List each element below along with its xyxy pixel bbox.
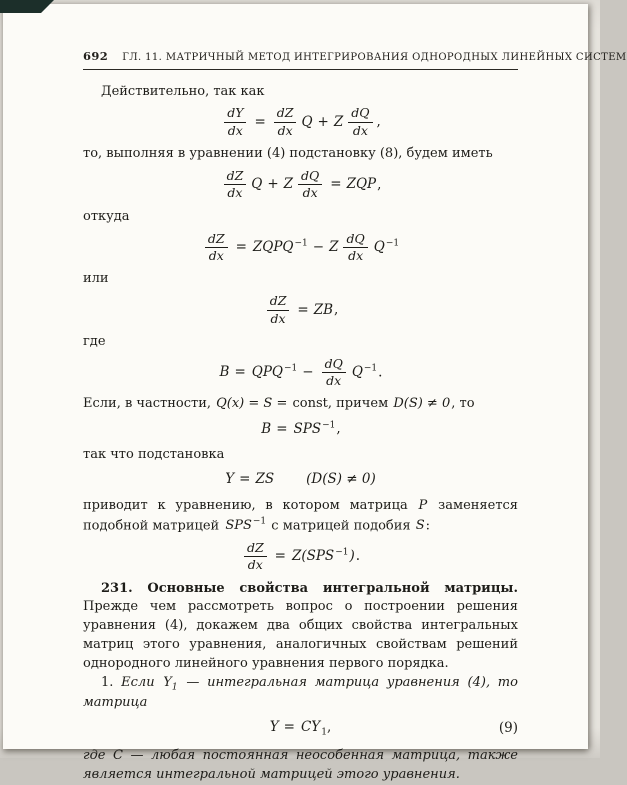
inline-math: S xyxy=(415,517,425,533)
inline-math-term xyxy=(224,518,266,533)
fraction xyxy=(321,357,347,389)
fraction-denominator: dx xyxy=(277,122,293,138)
math-symbol: B xyxy=(219,364,230,381)
fraction xyxy=(297,169,323,201)
formula-4 xyxy=(83,294,518,326)
math-term xyxy=(252,239,308,255)
math-symbol: Z(SPS xyxy=(291,548,335,565)
math-operator: = xyxy=(330,176,342,193)
theorem-paragraph-continued: где C — любая постоянная неособенная матрица, также является интегральной матрицей этого уравнения. xyxy=(83,747,518,782)
section-title: 231. Основные свойства интегральной матрицы. xyxy=(101,580,518,596)
fraction-numerator: dY xyxy=(224,106,246,122)
math-term xyxy=(251,364,298,380)
fraction-denominator: dx xyxy=(352,122,368,138)
math-punctuation: . xyxy=(355,548,361,565)
fraction-denominator: dx xyxy=(348,247,364,263)
math-symbol: Z xyxy=(333,113,344,130)
math-symbol: Y xyxy=(269,719,279,736)
math-condition: (D(S) ≠ 0) xyxy=(306,471,376,488)
formula-8 xyxy=(83,541,518,573)
math-superscript: −1 xyxy=(363,363,378,374)
fraction-denominator: dx xyxy=(247,557,263,573)
math-superscript: −1 xyxy=(322,420,336,431)
math-operator: = xyxy=(283,719,295,736)
math-symbol: Y xyxy=(225,471,235,488)
formula-6 xyxy=(83,419,518,439)
inline-math: Q(x) = S = xyxy=(216,396,292,412)
math-symbol: ) xyxy=(349,548,355,565)
fraction-numerator: dQ xyxy=(348,106,372,122)
math-operator: = xyxy=(254,113,266,130)
inline-math: SPS xyxy=(225,517,252,533)
paragraph xyxy=(83,497,518,536)
text-run: : xyxy=(425,517,431,533)
math-operator: = xyxy=(235,238,247,255)
inline-math-term xyxy=(163,674,178,693)
math-operator: = xyxy=(297,301,309,318)
formula-2 xyxy=(83,169,518,201)
section-paragraph xyxy=(83,580,518,674)
fraction-denominator: dx xyxy=(270,310,286,326)
fraction-numerator: dQ xyxy=(298,169,322,185)
fraction-numerator: dZ xyxy=(224,169,247,185)
paragraph: или xyxy=(83,271,109,287)
math-symbol: ZQP xyxy=(346,176,377,193)
fraction-numerator: dZ xyxy=(274,106,297,122)
fraction-numerator: dQ xyxy=(343,232,367,248)
paragraph xyxy=(83,395,518,414)
math-term xyxy=(373,239,399,255)
fraction-denominator: dx xyxy=(302,185,318,201)
math-punctuation: , xyxy=(334,301,339,318)
math-symbol: Z xyxy=(329,238,339,255)
math-subscript: 1 xyxy=(321,727,327,738)
math-operator: + xyxy=(317,113,329,130)
fraction-numerator: dZ xyxy=(205,232,228,248)
fraction-denominator: dx xyxy=(227,122,243,138)
text-run: Если xyxy=(121,674,163,690)
fraction xyxy=(342,232,368,264)
math-punctuation: , xyxy=(377,176,382,193)
math-symbol: Z xyxy=(283,176,294,193)
math-operator: = xyxy=(276,420,288,437)
text-run: , то xyxy=(451,396,475,412)
math-operator: = xyxy=(239,471,251,488)
fraction-denominator: dx xyxy=(326,373,342,389)
math-operator: − xyxy=(312,238,325,255)
fraction xyxy=(347,106,373,138)
paragraph-intro: Действительно, так как xyxy=(101,83,265,99)
math-superscript: −1 xyxy=(252,516,267,527)
math-punctuation: . xyxy=(378,364,383,381)
fraction xyxy=(273,106,298,138)
math-symbol: CY xyxy=(300,719,321,736)
math-symbol: Q xyxy=(351,364,363,381)
paragraph: где xyxy=(83,333,106,349)
math-term xyxy=(351,364,377,380)
item-number: 1. xyxy=(101,674,122,690)
inline-math: Y xyxy=(163,674,172,690)
formula-5 xyxy=(83,357,518,389)
text-run: Прежде чем рассмотреть вопрос о построении решения уравнения (4), докажем два общих свойства интегральных матриц этого уравнения, аналогичных свойствам решений однородного линейного уравнения первого порядка. xyxy=(83,599,518,671)
fraction xyxy=(266,294,291,326)
fraction xyxy=(223,106,247,138)
fraction-denominator: dx xyxy=(208,247,224,263)
math-superscript: −1 xyxy=(283,363,298,374)
math-symbol: ZQPQ xyxy=(252,238,294,255)
math-operator: + xyxy=(267,176,279,193)
math-symbol: ZS xyxy=(255,471,275,488)
fraction-numerator: dQ xyxy=(322,357,346,373)
fraction xyxy=(243,541,268,573)
math-punctuation: , xyxy=(336,420,341,437)
theorem-paragraph xyxy=(83,674,518,713)
equation-number: (9) xyxy=(498,720,518,737)
fraction-numerator: dZ xyxy=(244,541,267,557)
formula-3 xyxy=(83,232,518,264)
header-rule xyxy=(83,69,518,70)
math-punctuation: , xyxy=(326,719,332,736)
text-run: заменяется подобной матрицей xyxy=(83,497,518,533)
math-punctuation: , xyxy=(376,113,381,130)
text-run: Если, в частности, xyxy=(83,396,216,412)
math-superscript: −1 xyxy=(335,547,349,558)
math-symbol: ZB xyxy=(313,301,333,318)
inline-math: P xyxy=(418,497,428,513)
math-term xyxy=(300,719,332,738)
math-symbol: QPQ xyxy=(251,364,283,381)
running-header xyxy=(83,48,627,66)
text-run: — интегральная матрица уравнения (4), то матрица xyxy=(83,674,518,711)
fraction xyxy=(223,169,248,201)
fraction xyxy=(204,232,229,264)
math-symbol: Q xyxy=(251,176,263,193)
formula-1 xyxy=(83,106,518,138)
text-run: с матрицей подобия xyxy=(267,517,415,533)
math-symbol: Q xyxy=(301,113,313,130)
text-run: const xyxy=(292,396,328,412)
text-run: приводит к уравнению, в котором матрица xyxy=(83,497,418,513)
inline-math: D(S) ≠ 0 xyxy=(393,396,451,412)
paragraph: откуда xyxy=(83,208,130,224)
paragraph: так что подстановка xyxy=(83,447,225,463)
math-superscript: −1 xyxy=(294,238,308,249)
formula-7 xyxy=(83,470,518,490)
book-page xyxy=(3,4,627,782)
math-symbol: Q xyxy=(373,238,385,255)
page-number: 692 xyxy=(83,49,109,63)
math-symbol: SPS xyxy=(293,420,322,437)
chapter-title: ГЛ. 11. МАТРИЧНЫЙ МЕТОД ИНТЕГРИРОВАНИЯ ОДНОРОДНЫХ ЛИНЕЙНЫХ СИСТЕМ xyxy=(122,52,627,63)
paragraph: то, выполняя в уравнении (4) подстановку (8), будем иметь xyxy=(83,146,493,162)
math-operator: − xyxy=(302,364,314,381)
math-term xyxy=(291,548,360,564)
text-run: , причем xyxy=(327,396,393,412)
math-operator: = xyxy=(234,364,246,381)
math-symbol: B xyxy=(261,420,272,437)
math-subscript: 1 xyxy=(171,682,178,693)
formula-9 xyxy=(83,718,518,740)
page-content xyxy=(83,48,627,785)
fraction-numerator: dZ xyxy=(267,294,290,310)
math-superscript: −1 xyxy=(385,238,400,249)
fraction-denominator: dx xyxy=(227,185,243,201)
math-operator: = xyxy=(274,548,286,565)
math-term xyxy=(293,421,336,437)
